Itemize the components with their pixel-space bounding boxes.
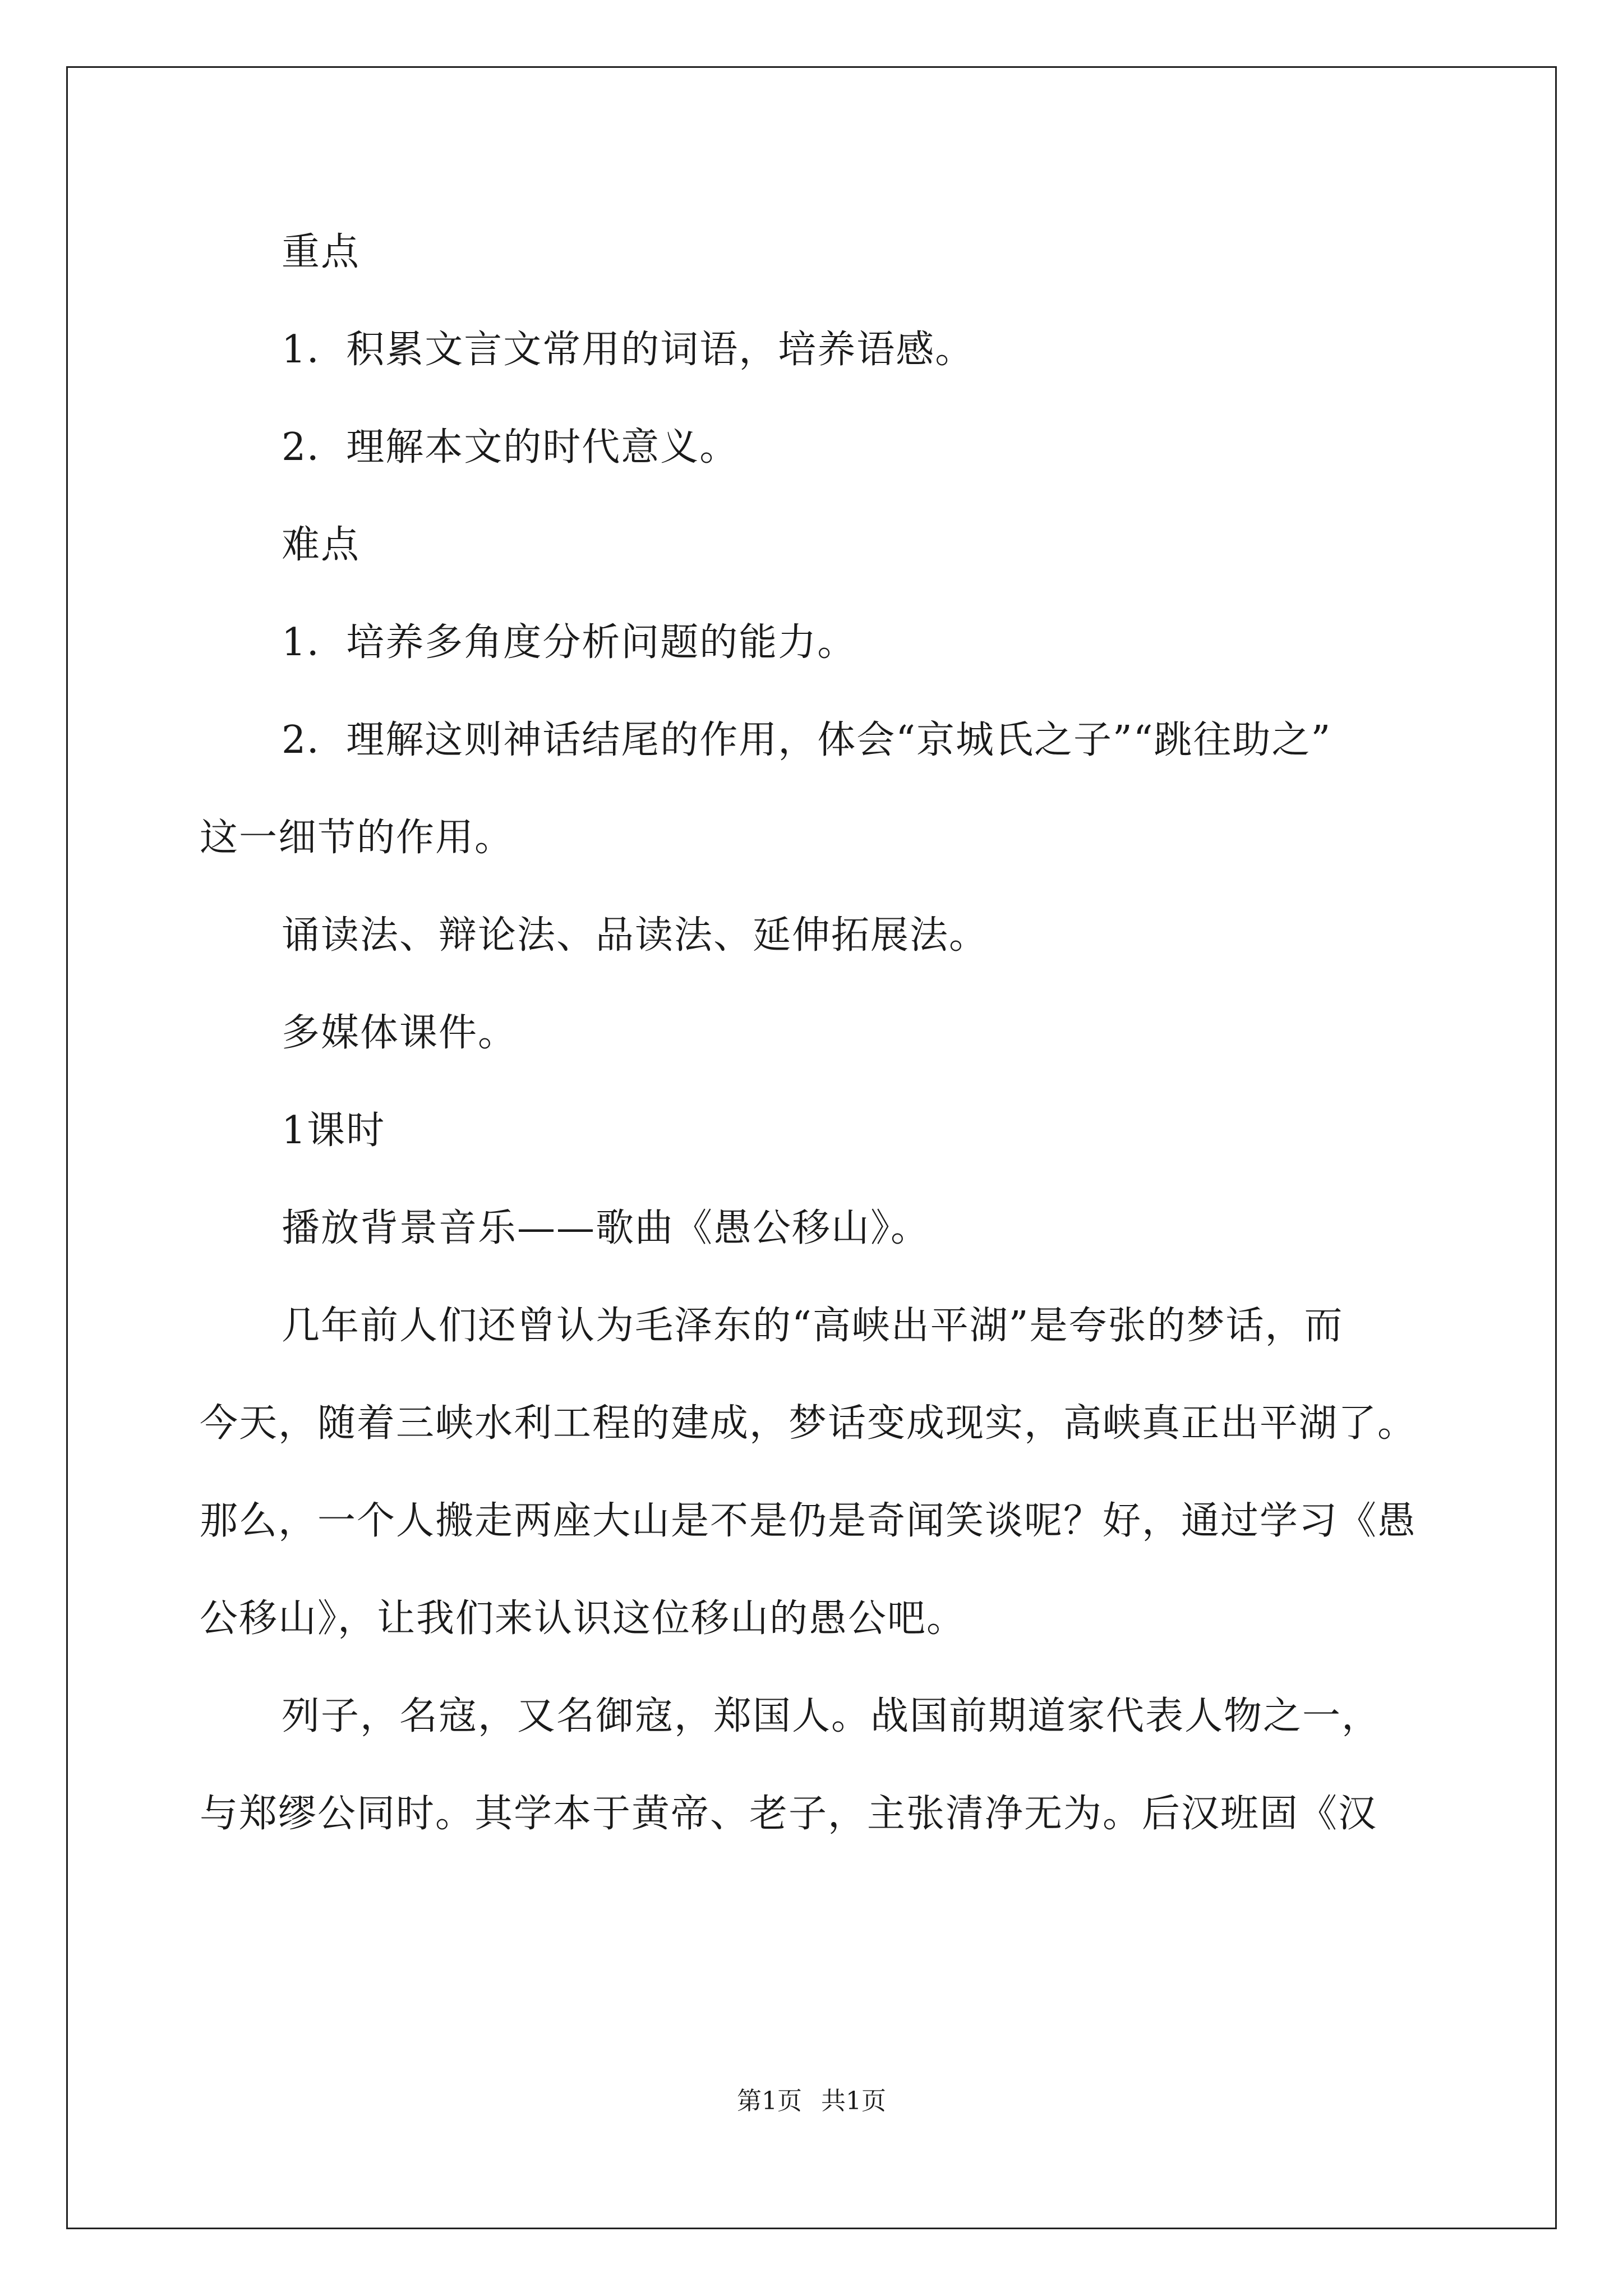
author-paragraph-line-2: 与郑缪公同时。其学本于黄帝、老子，主张清净无为。后汉班固《汉 (200, 1792, 1378, 1836)
author-paragraph-line-1: 列子，名寇，又名御寇，郑国人。战国前期道家代表人物之一， (282, 1694, 1381, 1738)
difficulty-2-line-1: 2．理解这则神话结尾的作用，体会“京城氏之子”“跳往助之” (282, 718, 1332, 762)
intro-paragraph-line-4: 公移山》，让我们来认识这位移山的愚公吧。 (200, 1596, 966, 1641)
total-pages-label: 共1页 (821, 2087, 886, 2115)
heading-difficulties: 难点 (282, 523, 361, 567)
intro-music: 播放背景音乐——歌曲《愚公移山》。 (282, 1206, 930, 1250)
page-footer (0, 2088, 1623, 2115)
class-hours: 1课时 (282, 1108, 386, 1153)
current-page-label: 第1页 (737, 2087, 802, 2115)
intro-paragraph-line-1: 几年前人们还曾认为毛泽东的“高峡出平湖”是夸张的梦话，而 (282, 1304, 1344, 1348)
teaching-aids: 多媒体课件。 (282, 1011, 518, 1055)
intro-paragraph-line-3: 那么，一个人搬走两座大山是不是仍是奇闻笑谈呢？好，通过学习《愚 (200, 1499, 1417, 1543)
difficulty-1: 1．培养多角度分析问题的能力。 (282, 620, 857, 665)
teaching-methods: 诵读法、辩论法、品读法、延伸拓展法。 (282, 913, 989, 958)
intro-paragraph-line-2: 今天，随着三峡水利工程的建成，梦话变成现实，高峡真正出平湖了。 (200, 1401, 1417, 1446)
difficulty-2-line-2: 这一细节的作用。 (200, 816, 514, 860)
key-point-1: 1．积累文言文常用的词语，培养语感。 (282, 328, 975, 372)
key-point-2: 2．理解本文的时代意义。 (282, 425, 739, 470)
heading-key-points: 重点 (282, 230, 361, 274)
